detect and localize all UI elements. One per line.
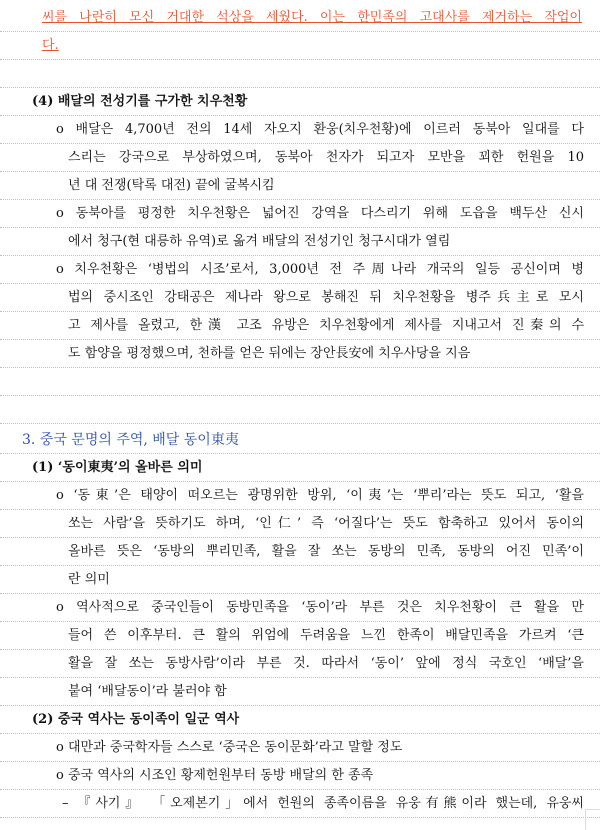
section-heading: 3. 중국 문명의 주역, 배달 동이東夷 xyxy=(22,432,239,448)
text-line xyxy=(0,790,600,818)
text-line xyxy=(0,200,600,228)
bullet-text: o 대만과 중국학자들 스스로 ‘중국은 동이문화’라고 말할 정도 xyxy=(56,740,403,755)
text-line xyxy=(0,256,600,284)
text-line xyxy=(0,284,600,312)
text-line xyxy=(0,60,600,88)
text-line xyxy=(0,144,600,172)
text-line xyxy=(0,116,600,144)
text-line xyxy=(0,678,600,706)
page-corner-mark xyxy=(585,809,600,830)
body-text: 고 제사를 올렸고, 한漢 고조 유방은 치우천황에게 제사를 지내고서 진秦의 수 xyxy=(68,318,584,333)
body-text: 법의 중시조인 강태공은 제나라 왕으로 봉해진 뒤 치우천황을 병주兵主로 모시 xyxy=(68,290,584,305)
subsection-heading: (2) 중국 역사는 동이족이 일군 역사 xyxy=(32,712,240,727)
text-line xyxy=(0,4,600,32)
text-line xyxy=(0,538,600,566)
body-text: 도 함양을 평정했으며, 천하를 얻은 뒤에는 장안長安에 치우사당을 지음 xyxy=(68,346,471,361)
body-text: 스리는 강국으로 부상하였으며, 동북아 천자가 되고자 모반을 꾀한 헌원을 10 xyxy=(68,150,584,165)
text-line xyxy=(0,566,600,594)
text-line xyxy=(0,650,600,678)
body-text: 씨를 나란히 모신 거대한 석상을 세웠다. 이는 한민족의 고대사를 제거하는 작업이 xyxy=(42,10,582,25)
text-line xyxy=(0,88,600,116)
text-line xyxy=(0,594,600,622)
body-text: 활을 잘 쏘는 동방사람’이라 부른 것. 따라서 ‘동이’ 앞에 정식 국호인 ‘배달’을 xyxy=(68,656,584,671)
body-text: 란 의미 xyxy=(68,572,110,587)
body-text: 다. xyxy=(42,38,59,53)
subsection-heading: (4) 배달의 전성기를 구가한 치우천황 xyxy=(32,94,248,109)
text-line xyxy=(0,228,600,256)
body-text: 쏘는 사람’을 뜻하기도 하며, ‘인仁’ 즉 ‘어질다’는 뜻도 함축하고 있어서 동이의 xyxy=(68,516,584,531)
text-line xyxy=(0,312,600,340)
text-line xyxy=(0,510,600,538)
text-line xyxy=(0,762,600,790)
text-line xyxy=(0,482,600,510)
bullet-text: o 역사적으로 중국인들이 동방민족을 ‘동이’라 부른 것은 치우천황이 큰 활을 만 xyxy=(56,600,584,615)
bullet-text: o 치우천황은 ‘병법의 시조’로서, 3,000년 전 주周나라 개국의 일등 공신이며 병 xyxy=(56,262,584,277)
subsection-heading: (1) ‘동이東夷’의 올바른 의미 xyxy=(32,460,203,475)
bullet-text: o 배달은 4,700년 전의 14세 자오지 환웅(치우천황)에 이르러 동북아 일대를 다 xyxy=(56,122,584,137)
bullet-text: o ‘동東’은 태양이 떠오르는 광명위한 방위, ‘이夷’는 ‘뿌리’라는 뜻도 되고, ‘활을 xyxy=(56,488,584,503)
text-line xyxy=(0,706,600,734)
text-line xyxy=(0,172,600,200)
text-line xyxy=(0,622,600,650)
text-line xyxy=(0,734,600,762)
bullet-text: o 동북아를 평정한 치우천황은 넓어진 강역을 다스리기 위해 도읍을 백두산 신시 xyxy=(56,206,584,221)
body-text: 에서 청구(현 대릉하 유역)로 옮겨 배달의 전성기인 청구시대가 열림 xyxy=(68,234,451,249)
text-line xyxy=(0,368,600,396)
body-text: 붙여 ‘배달동이’라 불러야 함 xyxy=(68,684,227,699)
body-text: 올바른 뜻은 ‘동방의 뿌리민족, 활을 잘 쏘는 동방의 민족, 동방의 어진 민족’이 xyxy=(68,544,584,559)
body-text: 들어 쓴 이후부터. 큰 활의 위엄에 두려움을 느낀 한족이 배달민족을 가르켜 ‘큰 xyxy=(68,628,584,643)
text-line xyxy=(0,340,600,368)
dash-item-text: – 『사기』 「오제본기」에서 헌원의 종족이름을 유웅有熊이라 했는데, 유웅씨 xyxy=(62,796,584,811)
text-line xyxy=(0,396,600,424)
text-line xyxy=(0,454,600,482)
text-line xyxy=(0,426,600,454)
bullet-text: o 중국 역사의 시조인 황제헌원부터 동방 배달의 한 종족 xyxy=(56,768,374,783)
body-text: 년 대 전쟁(탁록 대전) 끝에 굴복시킴 xyxy=(68,178,275,193)
text-line xyxy=(0,32,600,60)
